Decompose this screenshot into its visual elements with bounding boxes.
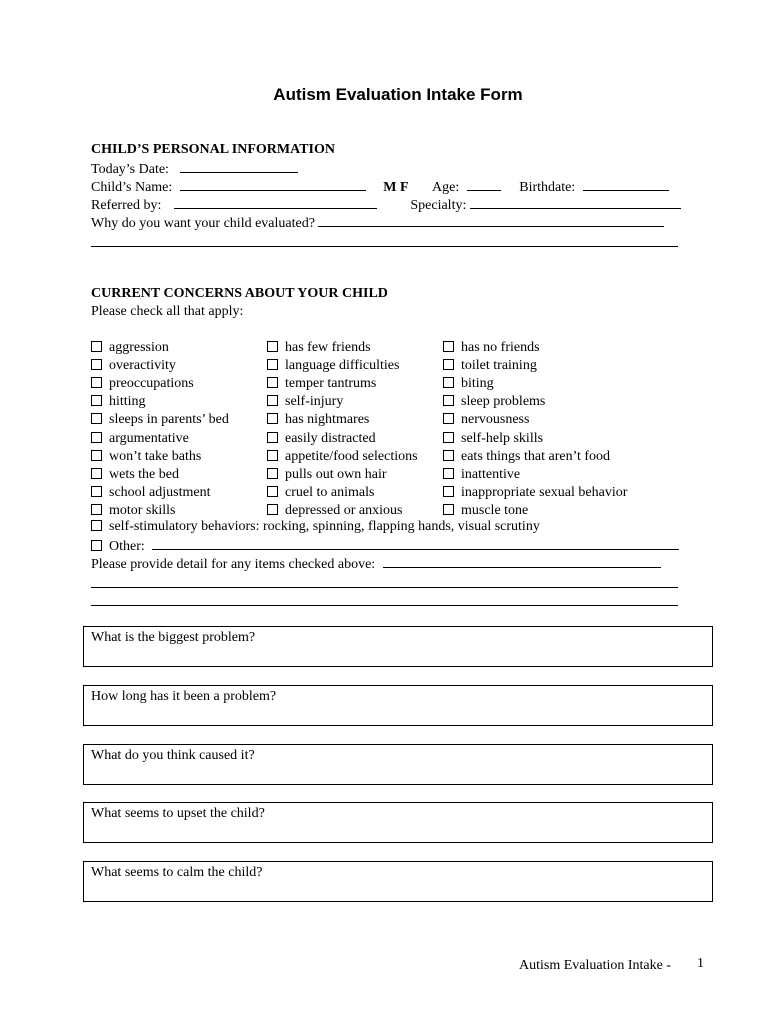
concern-label: motor skills (109, 503, 176, 518)
checkbox[interactable] (267, 432, 278, 443)
concerns-instruction: Please check all that apply: (91, 304, 244, 319)
upset-box[interactable] (83, 802, 713, 843)
checkbox[interactable] (267, 486, 278, 497)
concern-item[interactable] (267, 466, 387, 484)
how-long-label: How long has it been a problem? (91, 689, 277, 704)
biggest-problem-label: What is the biggest problem? (91, 630, 256, 645)
concern-label: inattentive (461, 467, 521, 482)
how-long-box[interactable] (83, 685, 713, 726)
checkbox[interactable] (267, 413, 278, 424)
childs-name-row (91, 177, 669, 197)
concern-label: hitting (109, 394, 146, 409)
detail-field-line-2[interactable] (91, 587, 678, 588)
checkbox[interactable] (443, 432, 454, 443)
checkbox[interactable] (443, 486, 454, 497)
concern-item[interactable] (443, 375, 494, 393)
checkbox[interactable] (443, 413, 454, 424)
concern-label: sleeps in parents’ bed (109, 412, 229, 427)
concern-label: argumentative (109, 431, 189, 446)
concern-item[interactable] (267, 430, 376, 448)
caused-box[interactable] (83, 744, 713, 785)
checkbox[interactable] (267, 341, 278, 352)
concern-item[interactable] (91, 357, 176, 375)
checkbox[interactable] (267, 395, 278, 406)
detail-row (91, 554, 661, 574)
checkbox[interactable] (267, 377, 278, 388)
self-stim-item[interactable] (91, 518, 540, 536)
age-field[interactable] (467, 177, 501, 191)
concern-item[interactable] (91, 466, 179, 484)
checkbox[interactable] (267, 468, 278, 479)
concern-item[interactable] (267, 375, 376, 393)
personal-info-heading: CHILD’S PERSONAL INFORMATION (91, 142, 335, 157)
detail-label: Please provide detail for any items checked above: (91, 557, 376, 572)
concern-item[interactable] (267, 339, 371, 357)
concern-item[interactable] (267, 411, 369, 429)
todays-date-row (91, 159, 298, 179)
why-field-line-2[interactable] (91, 246, 678, 247)
concern-label: has nightmares (285, 412, 370, 427)
checkbox[interactable] (91, 359, 102, 370)
concern-item[interactable] (267, 448, 418, 466)
self-stim-label: self-stimulatory behaviors: rocking, spinning, flapping hands, visual scrutiny (109, 519, 540, 534)
concern-item[interactable] (91, 375, 194, 393)
checkbox[interactable] (267, 359, 278, 370)
birthdate-field[interactable] (583, 177, 669, 191)
biggest-problem-box[interactable] (83, 626, 713, 667)
checkbox[interactable] (443, 395, 454, 406)
birthdate-label: Birthdate: (519, 180, 576, 195)
concern-label: sleep problems (461, 394, 546, 409)
checkbox[interactable] (91, 341, 102, 352)
concern-item[interactable] (267, 393, 343, 411)
why-row (91, 213, 664, 233)
other-item[interactable] (91, 536, 679, 556)
checkbox[interactable] (443, 450, 454, 461)
childs-name-field[interactable] (180, 177, 366, 191)
concern-label: appetite/food selections (285, 449, 418, 464)
checkbox[interactable] (91, 432, 102, 443)
concern-item[interactable] (443, 466, 520, 484)
concern-label: inappropriate sexual behavior (461, 485, 628, 500)
concern-item[interactable] (443, 448, 610, 466)
form-title: Autism Evaluation Intake Form (273, 85, 523, 104)
checkbox[interactable] (91, 450, 102, 461)
concern-label: cruel to animals (285, 485, 375, 500)
concern-label: aggression (109, 340, 169, 355)
concern-label: eats things that aren’t food (461, 449, 611, 464)
concern-label: biting (461, 376, 494, 391)
concern-label: has no friends (461, 340, 540, 355)
concern-item[interactable] (91, 393, 146, 411)
concern-label: easily distracted (285, 431, 376, 446)
upset-label: What seems to upset the child? (91, 806, 265, 821)
checkbox[interactable] (443, 504, 454, 515)
why-field[interactable] (318, 213, 664, 227)
referred-by-label: Referred by: (91, 198, 162, 213)
other-field[interactable] (152, 536, 679, 550)
calm-box[interactable] (83, 861, 713, 902)
concern-item[interactable] (91, 339, 169, 357)
concern-item[interactable] (443, 357, 537, 375)
calm-label: What seems to calm the child? (91, 865, 263, 880)
concern-label: school adjustment (109, 485, 211, 500)
checkbox[interactable] (443, 377, 454, 388)
checkbox[interactable] (91, 377, 102, 388)
concern-item[interactable] (443, 430, 543, 448)
concern-label: depressed or anxious (285, 503, 403, 518)
checkbox[interactable] (91, 468, 102, 479)
specialty-field[interactable] (470, 195, 681, 209)
concern-item[interactable] (443, 411, 529, 429)
concern-label: won’t take baths (109, 449, 202, 464)
detail-field-line-3[interactable] (91, 605, 678, 606)
checkbox[interactable] (267, 504, 278, 515)
concern-item[interactable] (443, 339, 540, 357)
concern-label: nervousness (461, 412, 530, 427)
why-label: Why do you want your child evaluated? (91, 216, 315, 231)
concern-item[interactable] (267, 357, 399, 375)
concern-label: temper tantrums (285, 376, 377, 391)
concern-label: has few friends (285, 340, 371, 355)
concern-label: wets the bed (109, 467, 179, 482)
checkbox[interactable] (267, 450, 278, 461)
concern-label: self-injury (285, 394, 344, 409)
concern-label: pulls out own hair (285, 467, 387, 482)
checkbox[interactable] (91, 520, 102, 531)
concern-item[interactable] (443, 393, 545, 411)
checkbox[interactable] (91, 504, 102, 515)
concerns-heading: CURRENT CONCERNS ABOUT YOUR CHILD (91, 286, 388, 301)
concern-label: language difficulties (285, 358, 400, 373)
todays-date-label: Today’s Date: (91, 162, 169, 177)
todays-date-field[interactable] (180, 159, 298, 173)
concern-label: self-help skills (461, 431, 544, 446)
concern-label: preoccupations (109, 376, 194, 391)
referred-by-row (91, 195, 681, 215)
concern-item[interactable] (91, 411, 229, 429)
concern-item[interactable] (443, 484, 627, 502)
concern-item[interactable] (91, 484, 211, 502)
other-label: Other: (109, 539, 145, 554)
referred-by-field[interactable] (174, 195, 377, 209)
checkbox[interactable] (91, 540, 102, 551)
footer-text: Autism Evaluation Intake - (519, 958, 672, 973)
checkbox[interactable] (443, 468, 454, 479)
concern-item[interactable] (91, 430, 189, 448)
checkbox[interactable] (443, 341, 454, 352)
checkbox[interactable] (91, 486, 102, 497)
concern-item[interactable] (267, 484, 374, 502)
checkbox[interactable] (443, 359, 454, 370)
concern-label: overactivity (109, 358, 176, 373)
detail-field[interactable] (383, 554, 661, 568)
checkbox[interactable] (91, 395, 102, 406)
checkbox[interactable] (91, 413, 102, 424)
sex-options[interactable]: M F (383, 180, 409, 195)
childs-name-label: Child’s Name: (91, 180, 173, 195)
page-number: 1 (697, 956, 704, 971)
concern-label: toilet training (461, 358, 537, 373)
concern-item[interactable] (91, 448, 201, 466)
specialty-label: Specialty: (410, 198, 467, 213)
age-label: Age: (432, 180, 460, 195)
caused-label: What do you think caused it? (91, 748, 255, 763)
concern-label: muscle tone (461, 503, 529, 518)
